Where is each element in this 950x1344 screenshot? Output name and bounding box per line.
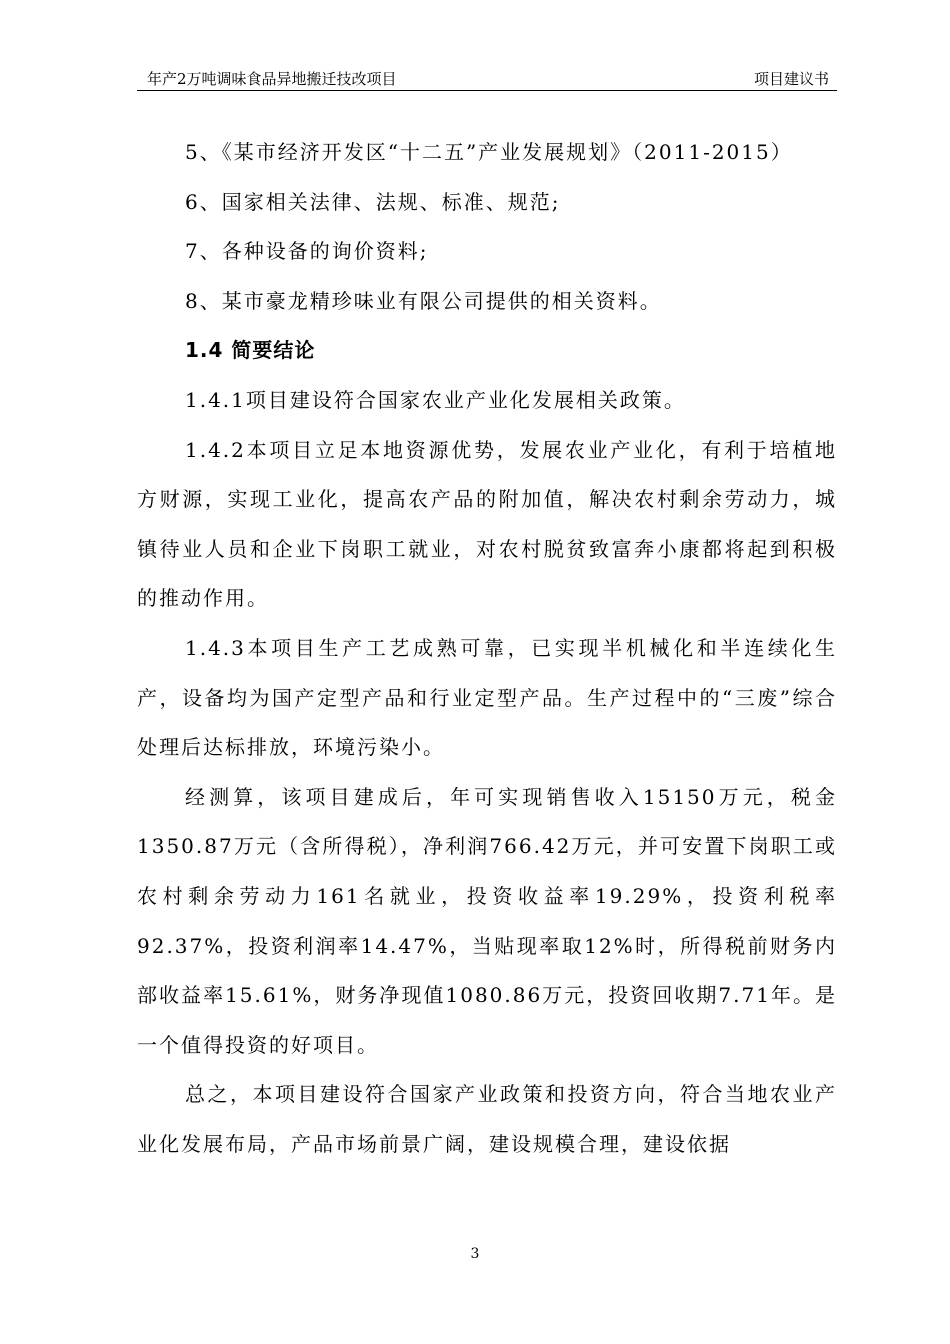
list-item: 8、某市豪龙精珍味业有限公司提供的相关资料。	[185, 288, 662, 313]
header-doc-type: 项目建议书	[753, 70, 829, 88]
paragraph: 1.4.2本项目立足本地资源优势，发展农业产业化，有利于培植地方财源，实现工业化，提高农产品的附加值，解决农村剩余劳动力，城镇待业人员和企业下岗职工就业，对农村脱贫致富奔小康都将起到积极的推动作用。	[137, 437, 837, 611]
document-body	[137, 128, 837, 1169]
paragraph: 1.4.1项目建设符合国家农业产业化发展相关政策。	[185, 387, 686, 412]
paragraph: 1.4.3本项目生产工艺成熟可靠，已实现半机械化和半连续化生产，设备均为国产定型产品和行业定型产品。生产过程中的“三废”综合处理后达标排放，环境污染小。	[137, 635, 837, 760]
header-title: 年产2万吨调味食品异地搬迁技改项目	[147, 70, 397, 88]
paragraph: 经测算，该项目建成后，年可实现销售收入15150万元，税金1350.87万元（含所得税），净利润766.42万元，并可安置下岗职工或农村剩余劳动力161名就业，投资收益率19.29%，投资利税率92.37%，投资利润率14.47%，当贴现率取12%时，所得税前财务内部收益率15.61%，财务净现值1080.86万元，投资回收期7.71年。是一个值得投资的好项目。	[137, 784, 837, 1057]
page-header	[137, 62, 837, 91]
list-item: 5、《某市经济开发区“十二五”产业发展规划》（2011-2015）	[185, 140, 793, 164]
list-item: 7、各种设备的询价资料;	[185, 239, 429, 264]
page-number: 3	[470, 1246, 480, 1262]
section-heading: 1.4 简要结论	[185, 338, 316, 363]
list-item: 6、国家相关法律、法规、标准、规范;	[185, 189, 561, 214]
paragraph: 总之，本项目建设符合国家产业政策和投资方向，符合当地农业产业化发展布局，产品市场前景广阔，建设规模合理，建设依据	[137, 1082, 837, 1156]
